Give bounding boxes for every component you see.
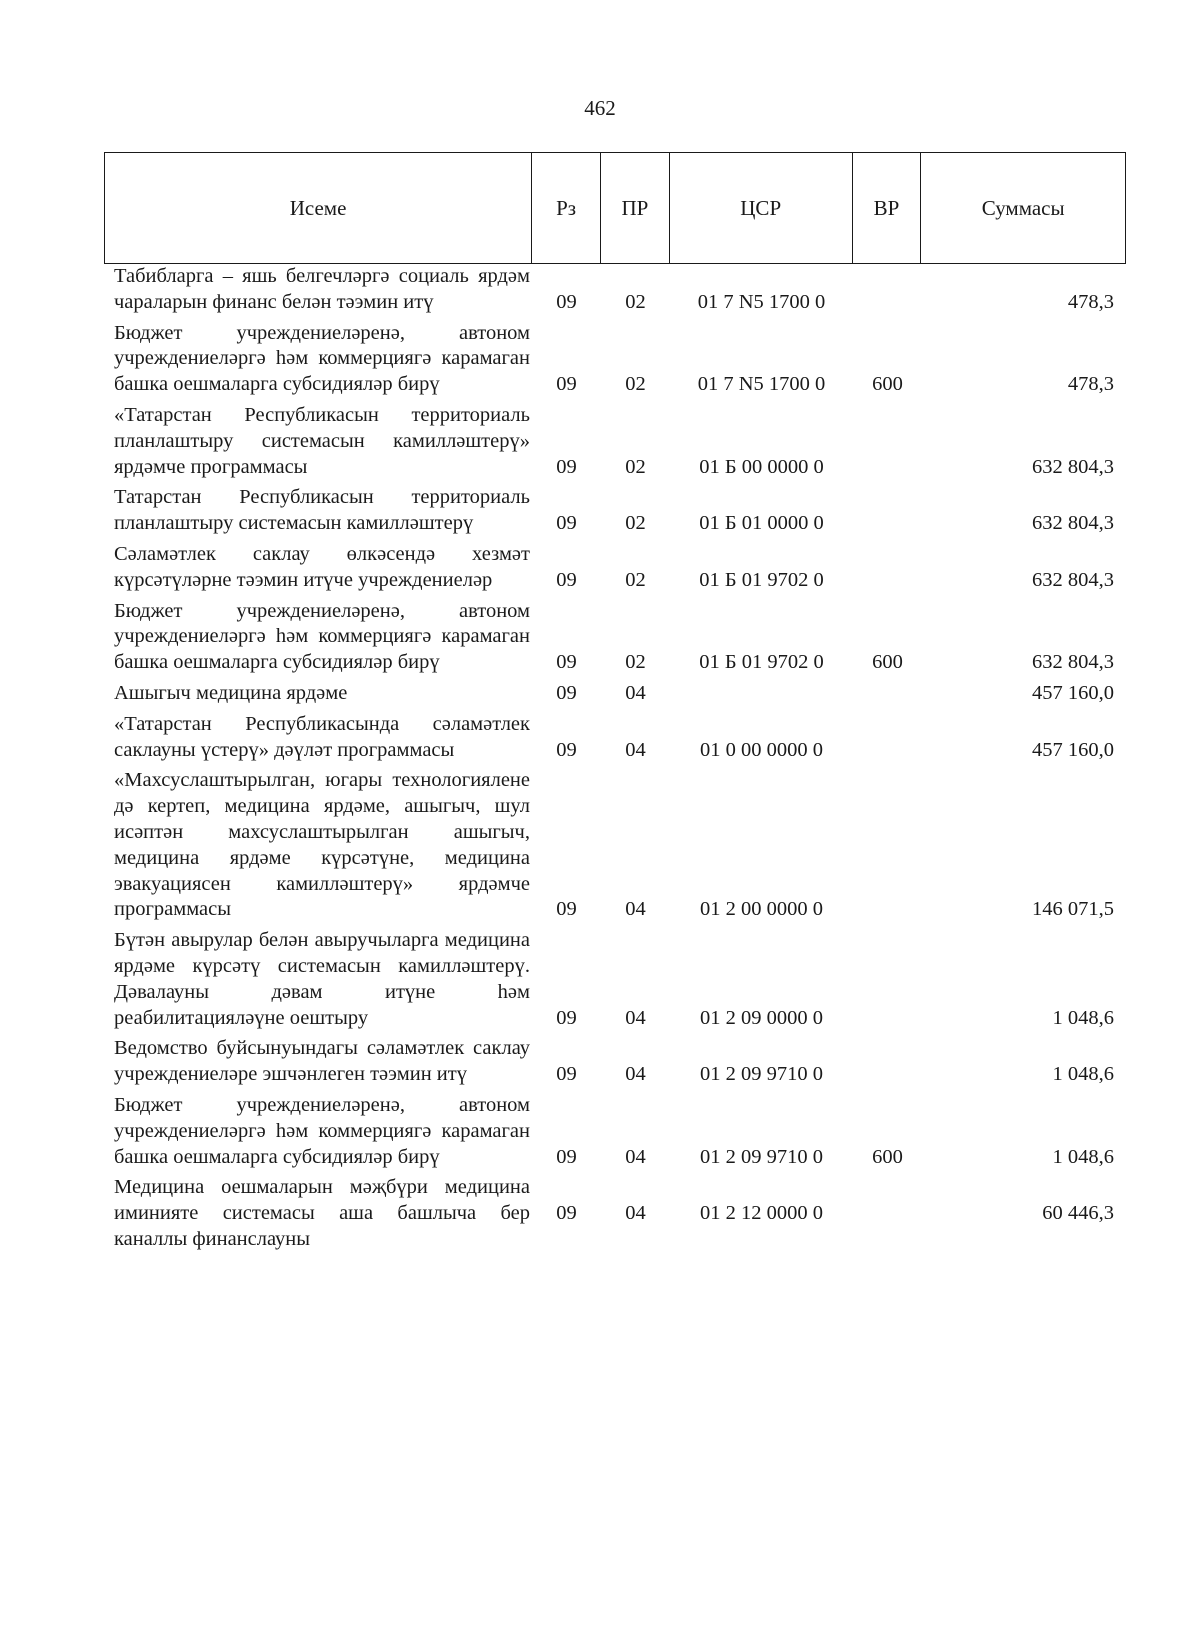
row-rz: 09 [556, 1006, 577, 1029]
row-name: Табибларга – яшь белгечләргә социаль ярдәм чараларын финанс белән тәэмин итү [114, 265, 530, 313]
row-pr: 02 [625, 290, 646, 313]
table-row [104, 681, 1126, 707]
row-name: «Татарстан Республикасында сәламәтлек саклауны үстерү» дәүләт программасы [114, 712, 530, 761]
row-sum: 478,3 [1067, 373, 1114, 396]
column-header-pr: ПР [601, 153, 670, 263]
table-row [104, 1175, 1126, 1252]
row-pr: 04 [625, 738, 646, 761]
column-header-vr: ВР [853, 153, 922, 263]
row-rz: 09 [556, 738, 577, 761]
row-pr: 04 [625, 1006, 646, 1029]
row-vr: 600 [872, 1145, 903, 1168]
row-sum: 632 804,3 [1032, 651, 1114, 674]
row-csr: 01 Б 00 0000 0 [699, 455, 824, 478]
row-sum: 146 071,5 [1032, 898, 1114, 921]
row-rz: 09 [556, 1145, 577, 1168]
row-name: «Махсуслаштырылган, югары технологиялене дә кертеп, медицина ярдәме, ашыгыч, шул исәптән махсуслаштырылган ашыгыч, медицина ярдәме күрсәтүне, медицина эвакуациясен камилләштерү» ярдәмче программасы [114, 769, 530, 921]
row-name: Бүтән авырулар белән авыручыларга медицина ярдәме күрсәтү системасын камилләштерү. Дәвалауны дәвам итүне һәм реабилитацияләүне оештыру [114, 929, 530, 1029]
row-csr: 01 2 00 0000 0 [700, 898, 823, 921]
row-rz: 09 [556, 681, 577, 704]
table-row [104, 403, 1126, 480]
page-number: 462 [584, 96, 616, 120]
row-name: Медицина оешмаларын мәҗбүри медицина иминияте системасы аша башлыча бер каналлы финанслауны [114, 1176, 530, 1250]
row-pr: 02 [625, 373, 646, 396]
row-csr: 01 Б 01 9702 0 [699, 651, 824, 674]
row-sum: 1 048,6 [1052, 1145, 1114, 1168]
table-row [104, 599, 1126, 676]
row-rz: 09 [556, 290, 577, 313]
row-csr: 01 Б 01 9702 0 [699, 568, 824, 591]
column-header-sum: Суммасы [981, 195, 1065, 220]
row-name: Бюджет учреждениеләренә, автоном учреждениеләргә һәм коммерциягә карамаган башка оешмаларга субсидияләр бирү [114, 1093, 530, 1168]
row-sum: 60 446,3 [1042, 1202, 1114, 1225]
row-csr: 01 2 12 0000 0 [700, 1202, 823, 1225]
row-name: Бюджет учреждениеләренә, автоном учреждениеләргә һәм коммерциягә карамаган башка оешмаларга субсидияләр бирү [114, 599, 530, 674]
row-name: Ашыгыч медицина ярдәме [114, 681, 348, 704]
row-csr: 01 0 00 0000 0 [700, 738, 823, 761]
row-name: Сәламәтлек саклау өлкәсендә хезмәт күрсәтүләрне тәэмин итүче учреждениеләр [114, 542, 530, 591]
table-row [104, 542, 1126, 594]
row-pr: 02 [625, 651, 646, 674]
row-csr: 01 7 N5 1700 0 [697, 373, 826, 396]
row-vr: 600 [872, 651, 903, 674]
table-row [104, 485, 1126, 537]
row-name: «Татарстан Республикасын территориаль планлаштыру системасын камилләштерү» ярдәмче программасы [114, 403, 530, 478]
row-pr: 02 [625, 455, 646, 478]
table-row [104, 768, 1126, 923]
column-header-name: Исеме [105, 153, 532, 263]
row-rz: 09 [556, 1202, 577, 1225]
row-sum: 632 804,3 [1032, 512, 1114, 535]
table-row [104, 1036, 1126, 1088]
row-rz: 09 [556, 651, 577, 674]
table-row [104, 264, 1126, 316]
row-pr: 02 [625, 568, 646, 591]
table-row [104, 1093, 1126, 1170]
row-sum: 632 804,3 [1032, 455, 1114, 478]
row-csr: 01 2 09 0000 0 [700, 1006, 823, 1029]
table-row [104, 928, 1126, 1031]
row-csr: 01 2 09 9710 0 [700, 1063, 823, 1086]
row-sum: 1 048,6 [1052, 1006, 1114, 1029]
table-row [104, 712, 1126, 764]
row-pr: 04 [625, 898, 646, 921]
table-body [104, 264, 1126, 1258]
row-csr: 01 7 N5 1700 0 [697, 290, 826, 313]
row-name: Ведомство буйсынуындагы сәламәтлек саклау учреждениеләре эшчәнлеген тәэмин итү [114, 1037, 530, 1086]
row-name: Бюджет учреждениеләренә, автоном учреждениеләргә һәм коммерциягә карамаган башка оешмаларга субсидияләр бирү [114, 321, 530, 396]
row-rz: 09 [556, 512, 577, 535]
table-row [104, 321, 1126, 398]
row-pr: 04 [625, 1202, 646, 1225]
table-header [104, 152, 1126, 264]
row-sum: 457 160,0 [1032, 738, 1114, 761]
column-header-rz: Рз [532, 153, 601, 263]
row-rz: 09 [556, 898, 577, 921]
row-pr: 02 [625, 512, 646, 535]
row-pr: 04 [625, 681, 646, 704]
row-csr: 01 Б 01 0000 0 [699, 512, 824, 535]
row-vr: 600 [872, 373, 903, 396]
column-header-csr: ЦСР [670, 153, 853, 263]
row-rz: 09 [556, 373, 577, 396]
row-pr: 04 [625, 1145, 646, 1168]
row-rz: 09 [556, 455, 577, 478]
row-sum: 632 804,3 [1032, 568, 1114, 591]
row-sum: 457 160,0 [1032, 681, 1114, 704]
row-sum: 1 048,6 [1052, 1063, 1114, 1086]
row-sum: 478,3 [1067, 290, 1114, 313]
row-rz: 09 [556, 568, 577, 591]
row-pr: 04 [625, 1063, 646, 1086]
row-name: Татарстан Республикасын территориаль планлаштыру системасын камилләштерү [114, 486, 530, 535]
row-csr: 01 2 09 9710 0 [700, 1145, 823, 1168]
row-rz: 09 [556, 1063, 577, 1086]
